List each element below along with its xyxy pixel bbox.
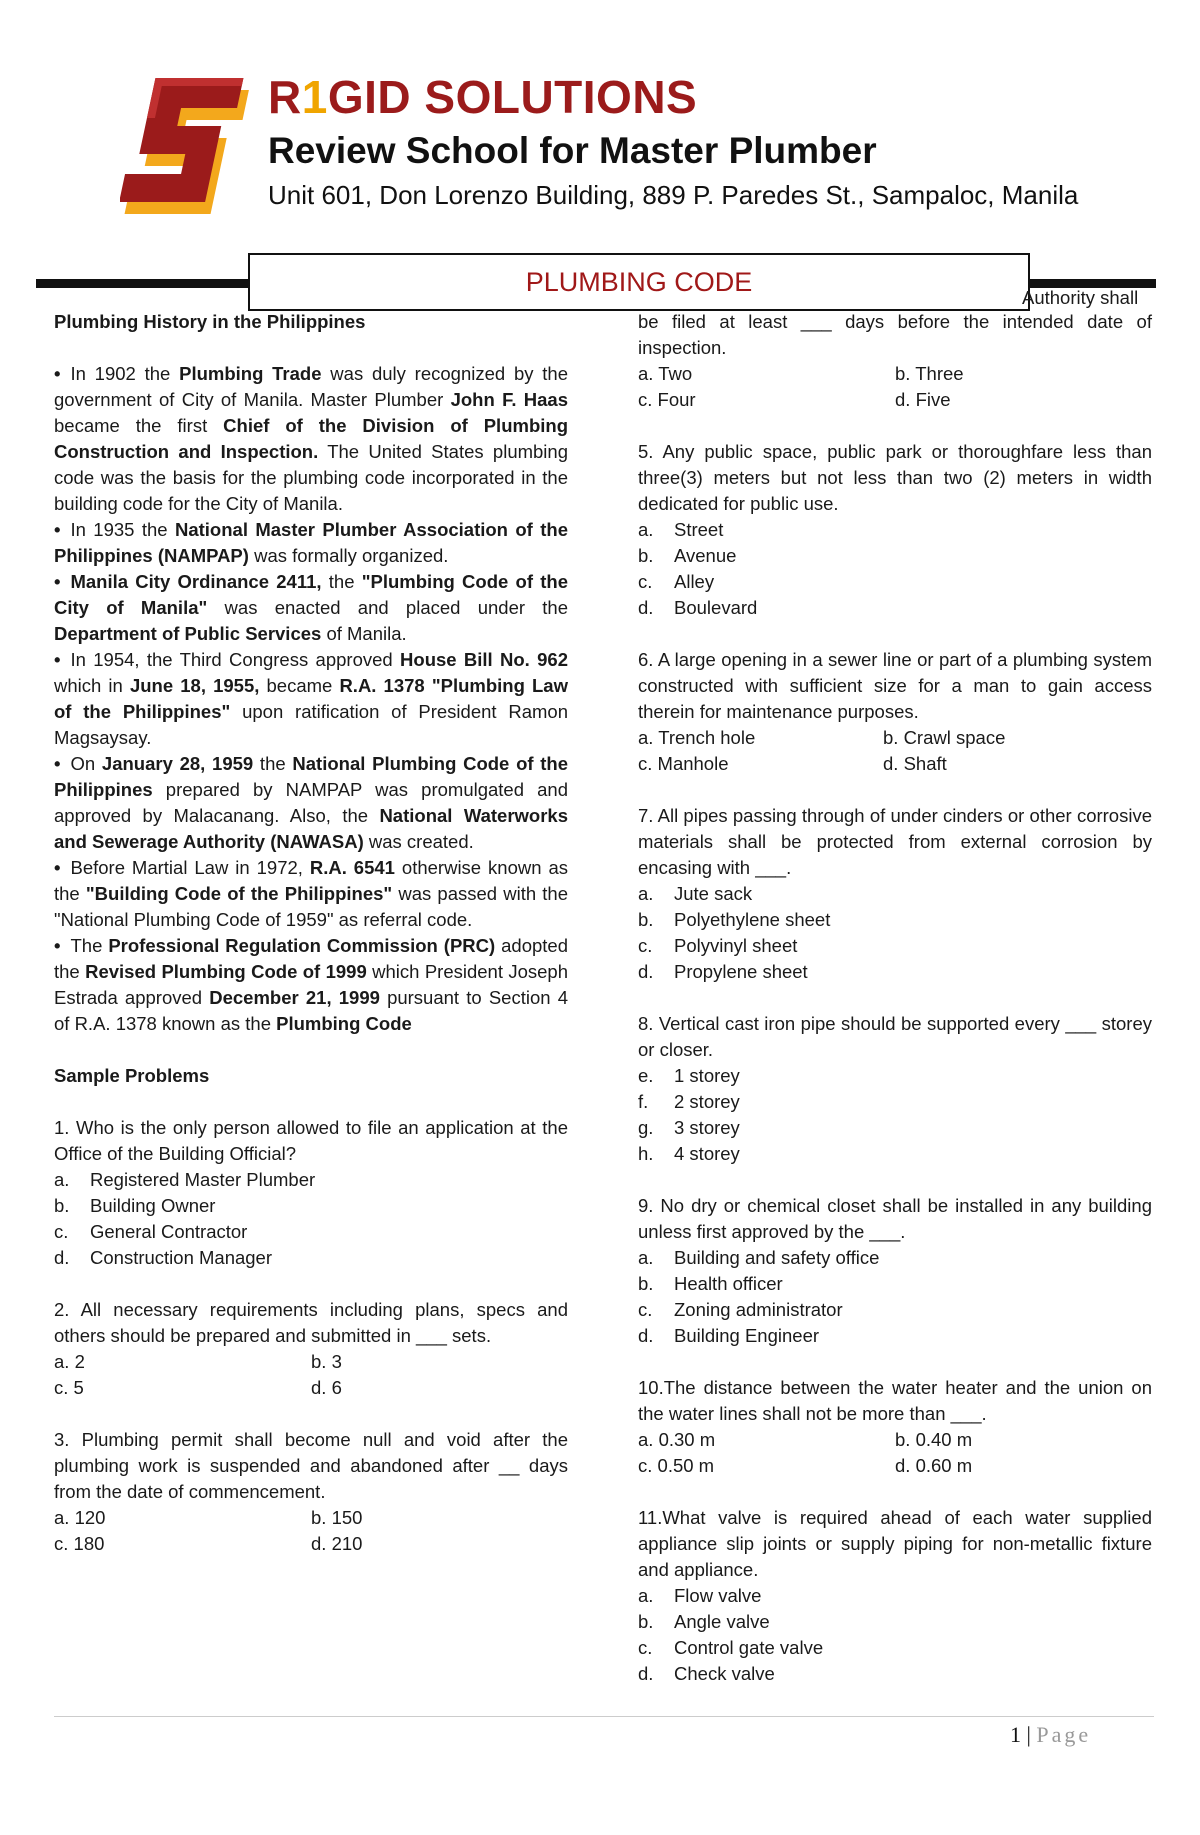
history-item: • In 1902 the Plumbing Trade was duly recognized by the government of City of Manila. Master Plumber John F. Haas became the first Chief of the Division of Plumbing Construction and Inspection. The United States plumbing code was the basis for the plumbing code incorporated in the building code for the City of Manila. [54,363,568,514]
left-column [54,309,568,1557]
option: a. 0.30 m [638,1429,716,1450]
question-5: 5. Any public space, public park or thoroughfare less than three(3) meters but not less than two (2) meters in width dedicated for public use. [638,441,1152,514]
right-column [638,283,1152,1687]
option: b. Angle valve [638,1611,770,1632]
section-title: PLUMBING CODE [248,253,1030,311]
question-6: 6. A large opening in a sewer line or part of a plumbing system constructed with sufficient size for a man to gain access therein for maintenance purposes. [638,649,1152,722]
option: b. Crawl space [883,727,1006,748]
question-1: 1. Who is the only person allowed to file an application at the Office of the Building Official? [54,1117,568,1164]
question-8: 8. Vertical cast iron pipe should be supported every ___ storey or closer. [638,1013,1152,1060]
option-grid [54,1349,568,1401]
option: d. 0.60 m [895,1455,973,1476]
history-item: • In 1935 the National Master Plumber Association of the Philippines (NAMPAP) was formally organized. [54,519,568,566]
option: h. 4 storey [638,1143,740,1164]
option: b. Three [895,363,964,384]
option: d. Boulevard [638,597,758,618]
question-9: 9. No dry or chemical closet shall be installed in any building unless first approved by the ___. [638,1195,1152,1242]
option: g. 3 storey [638,1117,740,1138]
option-grid [638,1427,1152,1479]
option: a. Registered Master Plumber [54,1169,316,1190]
brand-name: R1GID SOLUTIONS [268,71,698,123]
option: c. General Contractor [54,1221,248,1242]
question-3: 3. Plumbing permit shall become null and void after the plumbing work is suspended and abandoned after __ days from the date of commencement. [54,1429,568,1502]
option: d. 210 [311,1533,363,1554]
option: c. Polyvinyl sheet [638,935,798,956]
question-10: 10.The distance between the water heater and the union on the water lines shall not be more than ___. [638,1377,1152,1424]
option: b. Polyethylene sheet [638,909,831,930]
subtitle: Review School for Master Plumber [268,130,877,171]
option: a. Street [638,519,724,540]
history-item: • Before Martial Law in 1972, R.A. 6541 otherwise known as the "Building Code of the Philippines" was passed with the "National Plumbing Code of 1959" as referral code. [54,857,569,930]
option-grid [638,361,1152,413]
history-item: • The Professional Regulation Commission (PRC) adopted the Revised Plumbing Code of 1999 which President Joseph Estrada approved December 21, 1999 pursuant to Section 4 of R.A. 1378 known as the Plumbing Code [54,935,569,1034]
history-item: • In 1954, the Third Congress approved House Bill No. 962 which in June 18, 1955, became R.A. 1378 "Plumbing Law of the Philippines" upon ratification of President Ramon Magsaysay. [54,649,568,748]
option-grid [638,725,1152,777]
option: b. Avenue [638,545,737,566]
page-number: 1 | Page [1010,1722,1092,1747]
option: c. Alley [638,571,715,592]
option: b. Health officer [638,1273,783,1294]
option: c. 5 [54,1377,84,1398]
option: d. 6 [311,1377,342,1398]
overflow-text: Authority shall [1022,287,1139,308]
question-4: be filed at least ___ days before the intended date of inspection. [638,311,1152,358]
option: b. Building Owner [54,1195,216,1216]
option: a. Flow valve [638,1585,762,1606]
option: d. Five [895,389,951,410]
question-7: 7. All pipes passing through of under cinders or other corrosive materials shall be protected from external corrosion by encasing with ___. [638,805,1152,878]
option-grid [54,1505,568,1557]
option: c. 0.50 m [638,1455,715,1476]
option: a. Building and safety office [638,1247,880,1268]
footer-rule [54,1716,1154,1717]
option: a. Two [638,363,693,384]
option: b. 3 [311,1351,342,1372]
question-2: 2. All necessary requirements including plans, specs and others should be prepared and submitted in ___ sets. [54,1299,568,1346]
option: b. 0.40 m [895,1429,973,1450]
history-item: • Manila City Ordinance 2411, the "Plumbing Code of the City of Manila" was enacted and placed under the Department of Public Services of Manila. [54,571,568,644]
option: d. Shaft [883,753,947,774]
sample-problems-heading: Sample Problems [54,1065,210,1086]
option: c. Manhole [638,753,729,774]
history-item: • On January 28, 1959 the National Plumbing Code of the Philippines prepared by NAMPAP was promulgated and approved by Malacanang. Also, the National Waterworks and Sewerage Authority (NAWASA) was created. [54,753,569,852]
company-logo [120,66,250,226]
question-11: 11.What valve is required ahead of each water supplied appliance slip joints or supply piping for non-metallic fixture and appliance. [638,1507,1152,1580]
option: f. 2 storey [638,1091,740,1112]
option: d. Construction Manager [54,1247,273,1268]
option: d. Propylene sheet [638,961,808,982]
option: b. 150 [311,1507,363,1528]
option: a. 120 [54,1507,106,1528]
option: d. Check valve [638,1663,775,1684]
option: a. 2 [54,1351,85,1372]
history-heading: Plumbing History in the Philippines [54,311,366,332]
address: Unit 601, Don Lorenzo Building, 889 P. Paredes St., Sampaloc, Manila [268,180,1079,210]
option: c. 180 [54,1533,105,1554]
option: a. Trench hole [638,727,756,748]
option: d. Building Engineer [638,1325,820,1346]
option: c. Four [638,389,696,410]
option: c. Zoning administrator [638,1299,843,1320]
option: e. 1 storey [638,1065,740,1086]
option: a. Jute sack [638,883,753,904]
option: c. Control gate valve [638,1637,824,1658]
